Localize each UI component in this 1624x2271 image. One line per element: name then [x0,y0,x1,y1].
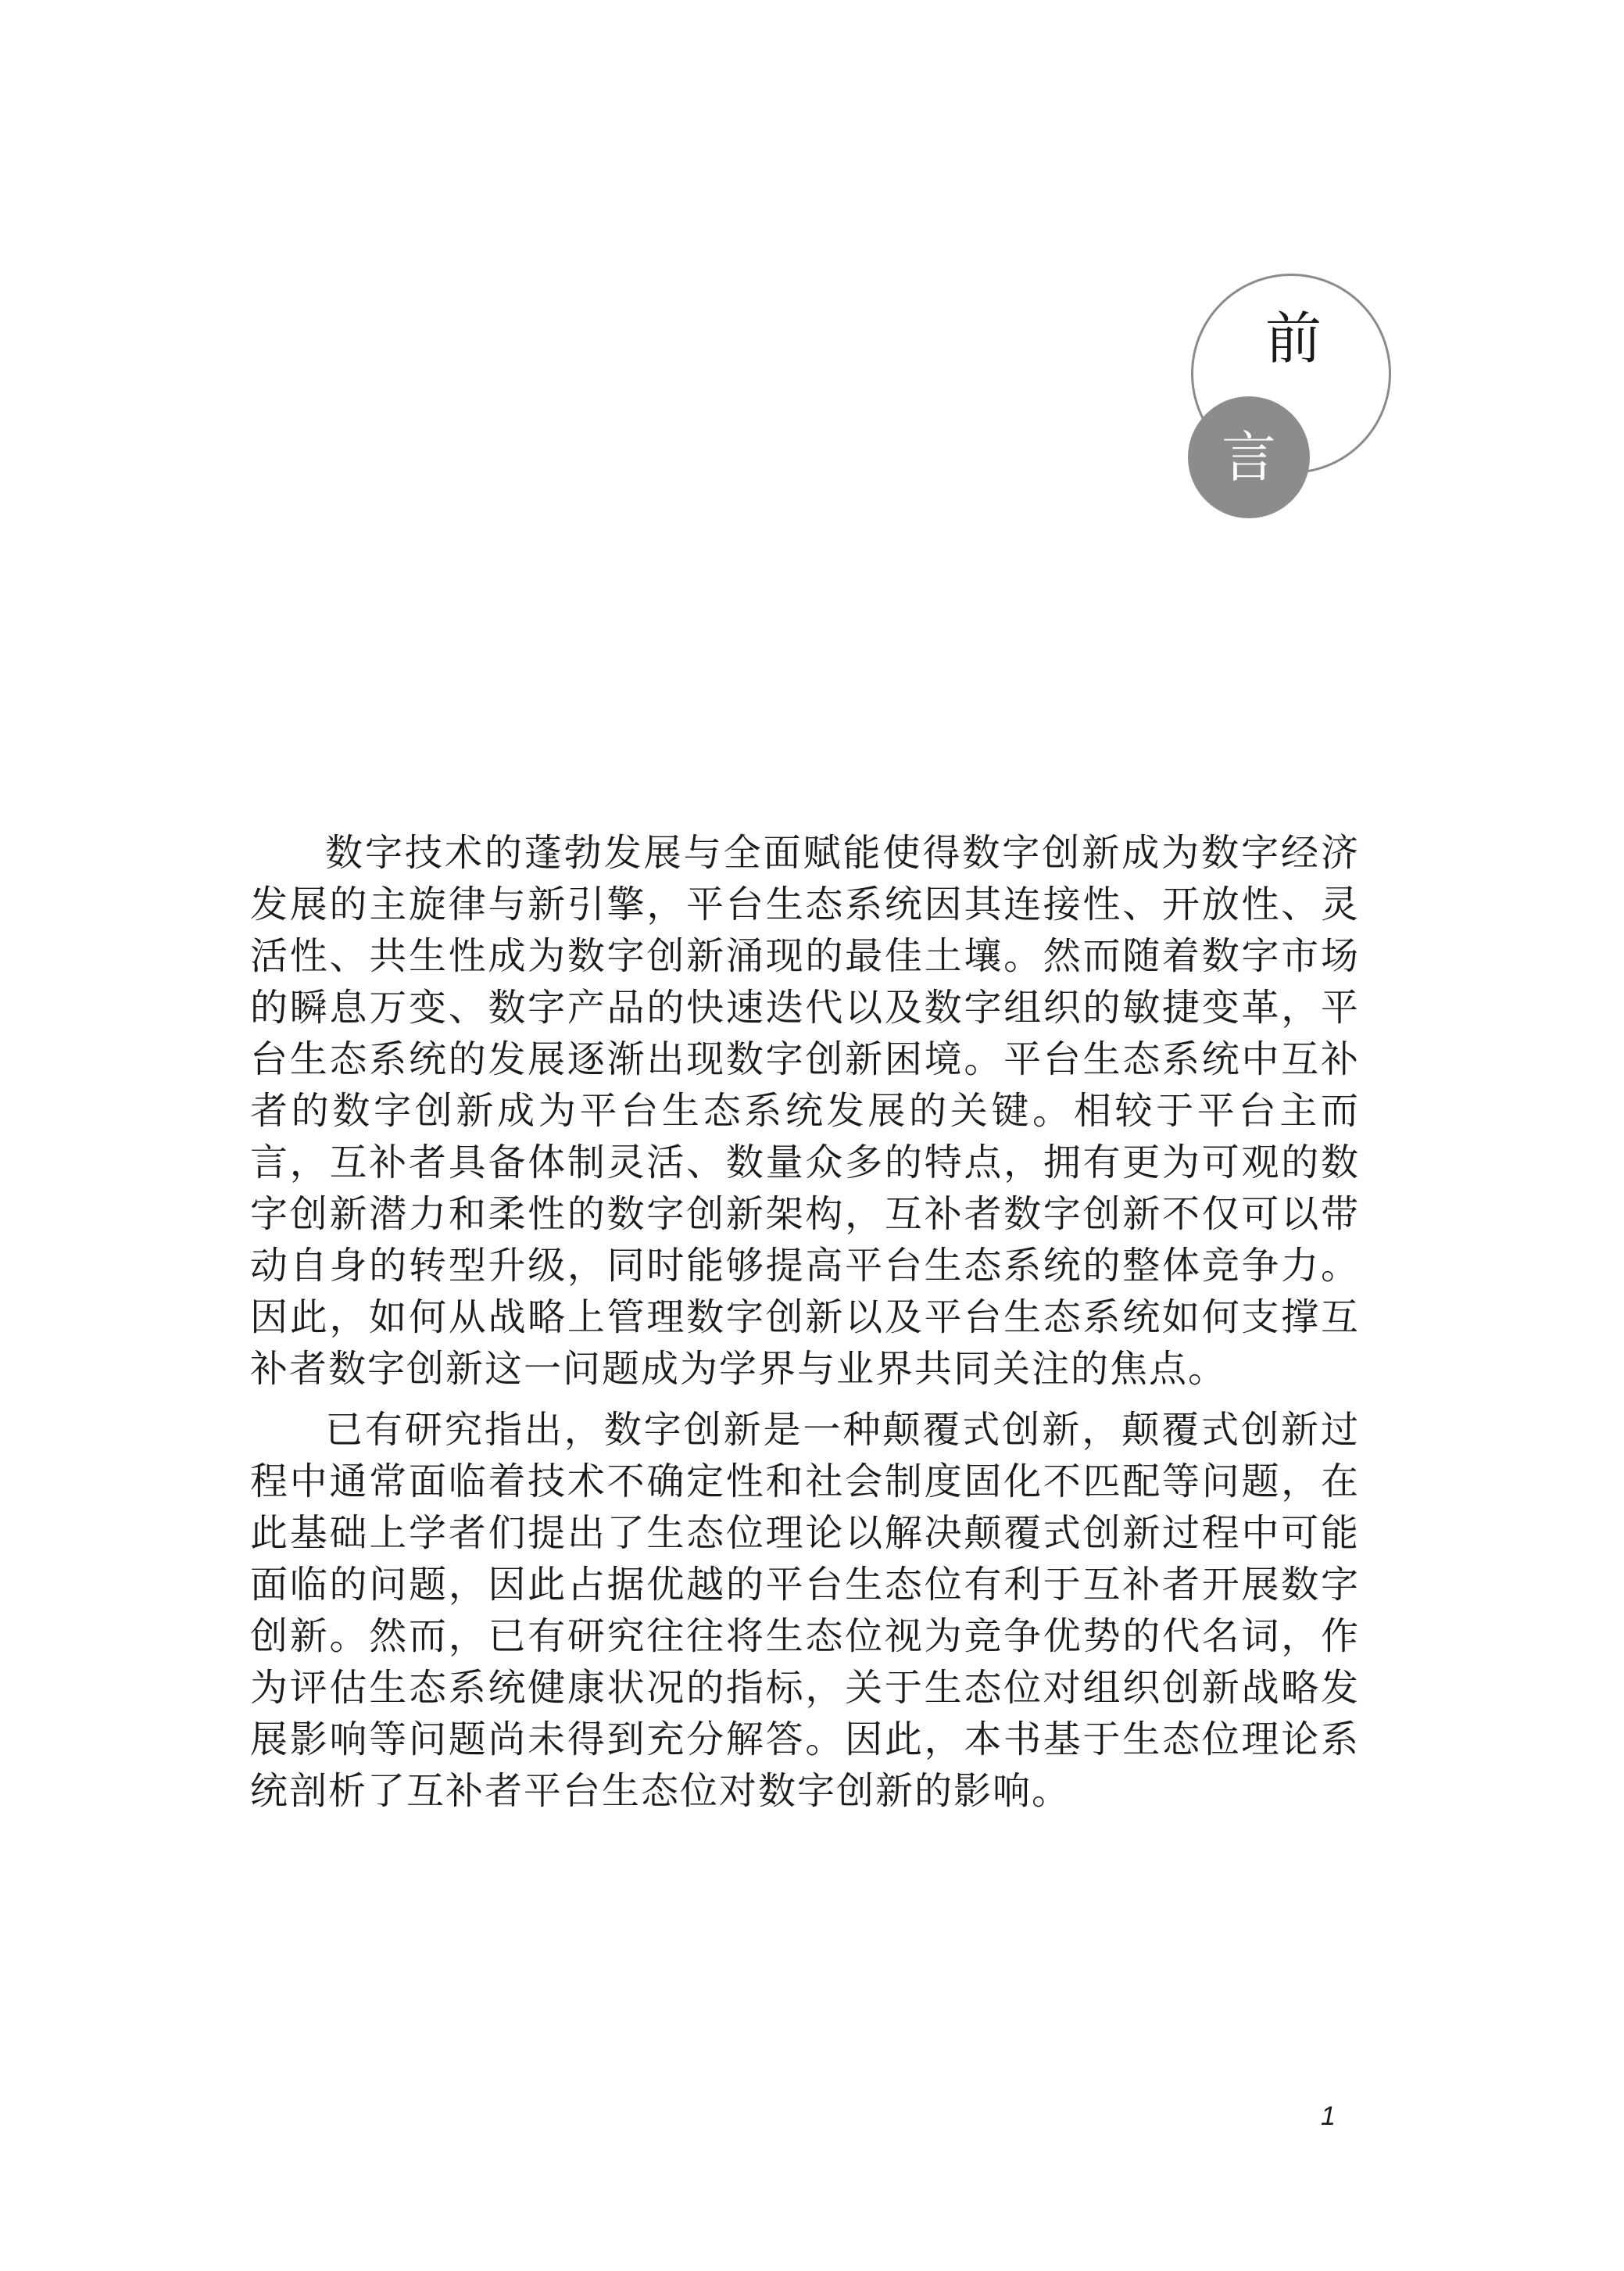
page-number: 1 [1321,2101,1336,2131]
body-text [250,827,1360,1826]
title-char-yan: 言 [1222,425,1276,489]
paragraph-1: 数字技术的蓬勃发展与全面赋能使得数字创新成为数字经济发展的主旋律与新引擎，平台生态系统因其连接性、开放性、灵活性、共生性成为数字创新涌现的最佳土壤。然而随着数字市场的瞬息万变、数字产品的快速迭代以及数字组织的敏捷变革，平台生态系统的发展逐渐出现数字创新困境。平台生态系统中互补者的数字创新成为平台生态系统发展的关键。相较于平台主而言，互补者具备体制灵活、数量众多的特点，拥有更为可观的数字创新潜力和柔性的数字创新架构，互补者数字创新不仅可以带动自身的转型升级，同时能够提高平台生态系统的整体竞争力。因此，如何从战略上管理数字创新以及平台生态系统如何支撑互补者数字创新这一问题成为学界与业界共同关注的焦点。 [250,831,1360,1391]
chapter-title-badge [1188,274,1399,508]
paragraph-2: 已有研究指出，数字创新是一种颠覆式创新，颠覆式创新过程中通常面临着技术不确定性和社会制度固化不匹配等问题，在此基础上学者们提出了生态位理论以解决颠覆式创新过程中可能面临的问题，因此占据优越的平台生态位有利于互补者开展数字创新。然而，已有研究往往将生态位视为竞争优势的代名词，作为评估生态系统健康状况的指标，关于生态位对组织创新战略发展影响等问题尚未得到充分解答。因此，本书基于生态位理论系统剖析了互补者平台生态位对数字创新的影响。 [250,1408,1360,1813]
title-char-qian: 前 [1265,306,1322,371]
title-dot [1188,396,1310,518]
